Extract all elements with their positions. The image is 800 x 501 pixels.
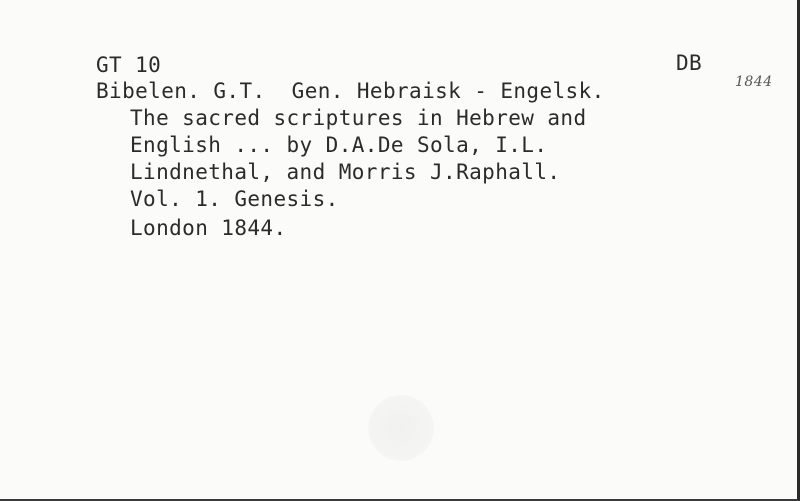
title-line: The sacred scriptures in Hebrew and [130,106,587,130]
imprint-line: London 1844. [130,216,287,240]
volume-line: Vol. 1. Genesis. [130,187,339,211]
authors-line-continued: Lindnethal, and Morris J.Raphall. [130,160,561,184]
subject-heading: Bibelen. G.T. Gen. Hebraisk - Engelsk. [96,79,605,103]
authors-line: English ... by D.A.De Sola, I.L. [130,133,548,157]
paper-blemish [368,395,434,461]
call-number: GT 10 [96,53,162,77]
handwritten-annotation: 1844 [735,74,773,90]
location-code: DB [676,51,703,75]
